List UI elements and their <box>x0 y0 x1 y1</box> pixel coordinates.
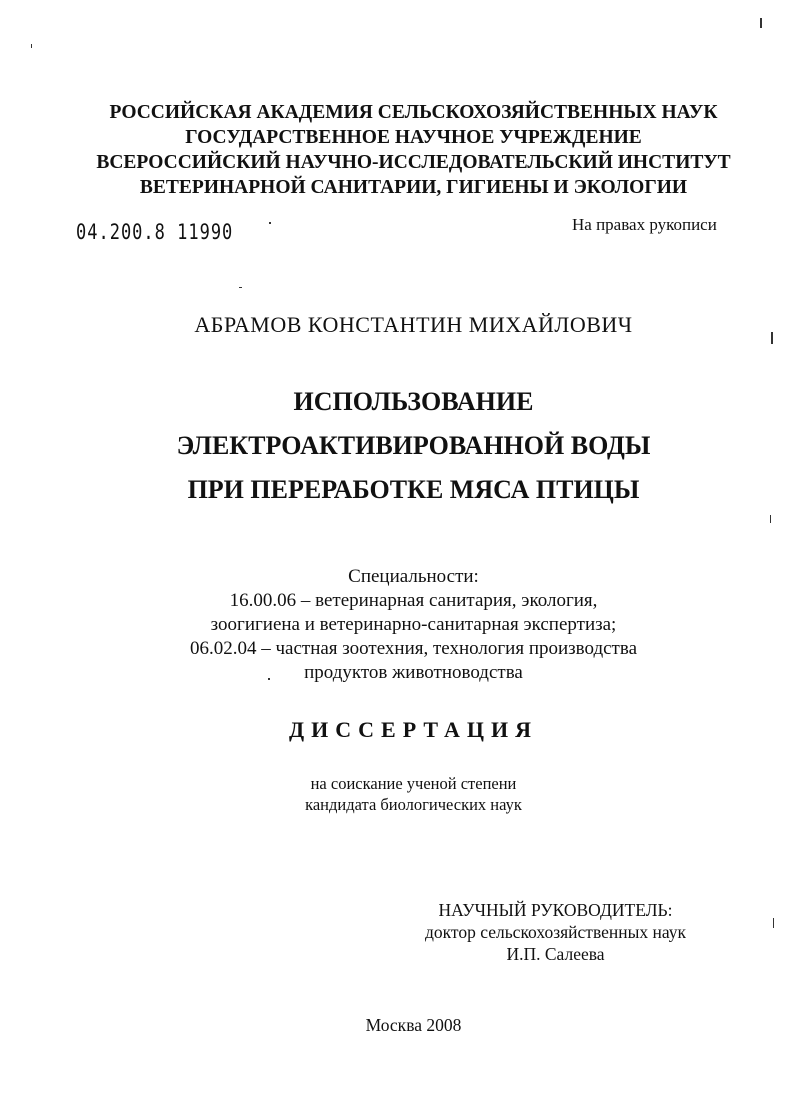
scan-speck <box>269 222 271 224</box>
scan-speck <box>239 287 242 288</box>
specialty-line: продуктов животноводства <box>304 662 523 683</box>
organization-line: ВЕТЕРИНАРНОЙ САНИТАРИИ, ГИГИЕНЫ И ЭКОЛОГИИ <box>139 177 688 198</box>
degree-line: на соискание ученой степени <box>310 774 517 793</box>
supervisor-degree: доктор сельскохозяйственных наук <box>425 922 686 942</box>
specialty-line: 16.00.06 – ветеринарная санитария, экология, <box>229 590 598 611</box>
specialty-line: зоогигиена и ветеринарно-санитарная экспертиза; <box>210 614 617 635</box>
scan-speck <box>771 332 773 344</box>
title-line: ИСПОЛЬЗОВАНИЕ <box>293 387 534 416</box>
organization-line: РОССИЙСКАЯ АКАДЕМИЯ СЕЛЬСКОХОЗЯЙСТВЕННЫХ НАУК <box>109 102 718 123</box>
supervisor-block <box>380 899 731 965</box>
supervisor-name: И.П. Салеева <box>506 944 605 964</box>
registration-stamp: 04.200.8 11990 <box>76 220 234 245</box>
title-line: ЭЛЕКТРОАКТИВИРОВАННОЙ ВОДЫ <box>176 431 651 460</box>
scan-speck <box>770 515 771 523</box>
scan-speck <box>773 918 774 928</box>
specialties-block <box>14 565 799 685</box>
degree-line: кандидата биологических наук <box>305 795 522 814</box>
manuscript-rights-note: На правах рукописи <box>572 215 717 234</box>
specialties-heading: Специальности: <box>348 566 479 587</box>
scan-speck <box>760 18 762 28</box>
author-name: АБРАМОВ КОНСТАНТИН МИХАЙЛОВИЧ <box>194 312 633 337</box>
dissertation-title <box>14 380 799 512</box>
supervisor-heading: НАУЧНЫЙ РУКОВОДИТЕЛЬ: <box>438 900 673 920</box>
title-line: ПРИ ПЕРЕРАБОТКЕ МЯСА ПТИЦЫ <box>187 475 640 504</box>
degree-block <box>14 773 799 815</box>
scan-speck <box>268 678 270 680</box>
organization-line: ГОСУДАРСТВЕННОЕ НАУЧНОЕ УЧРЕЖДЕНИЕ <box>185 127 642 148</box>
organization-line: ВСЕРОССИЙСКИЙ НАУЧНО-ИССЛЕДОВАТЕЛЬСКИЙ ИНСТИТУТ <box>96 152 731 173</box>
organization-header <box>14 100 799 200</box>
document-type: ДИССЕРТАЦИЯ <box>289 717 538 742</box>
specialty-line: 06.02.04 – частная зоотехния, технология производства <box>189 638 638 659</box>
scan-speck <box>31 44 32 48</box>
city-year: Москва 2008 <box>365 1015 462 1035</box>
